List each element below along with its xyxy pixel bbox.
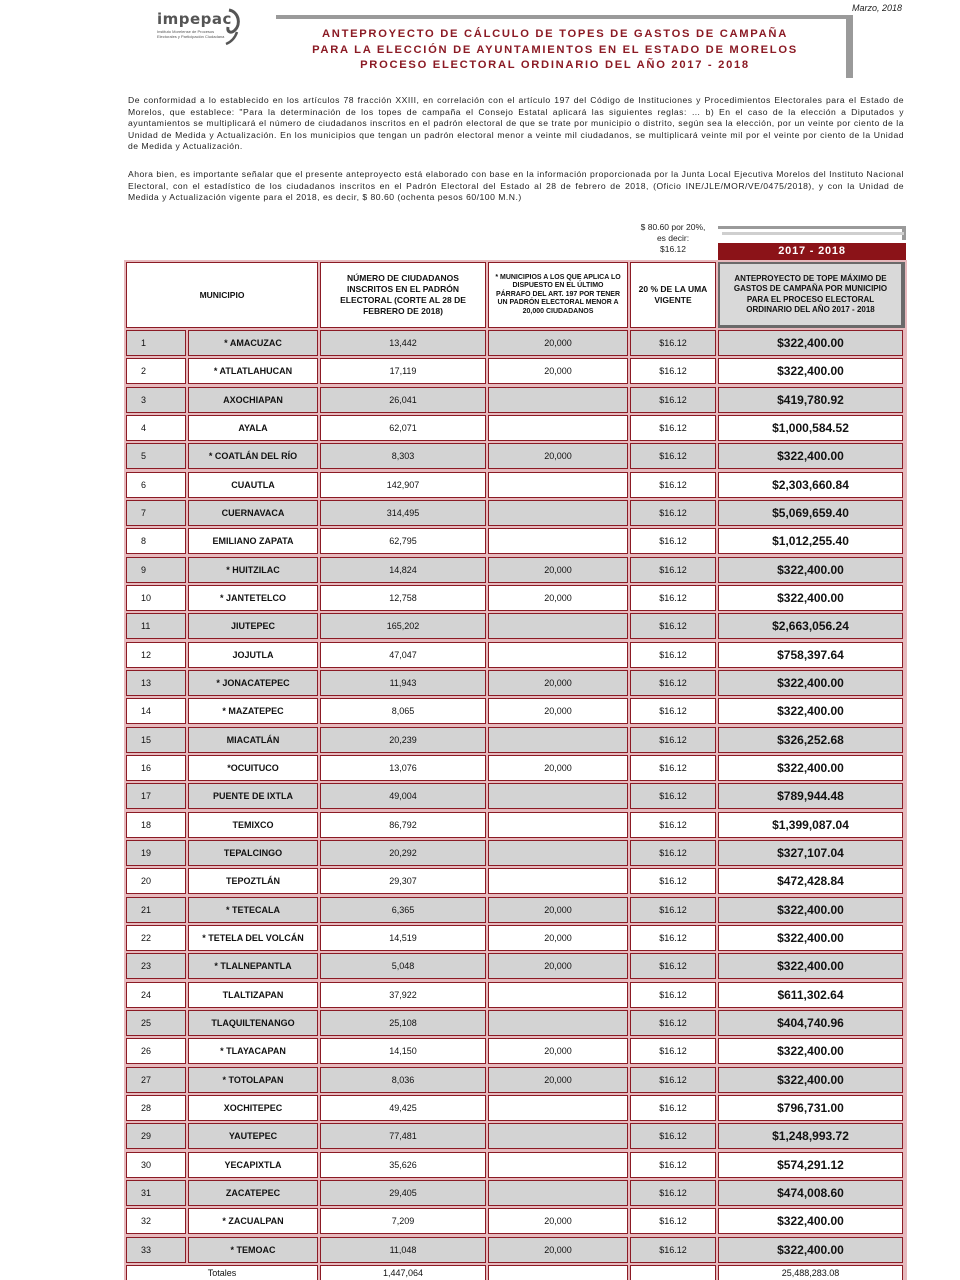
aplica-value (488, 472, 628, 498)
tope-value: $322,400.00 (718, 358, 903, 384)
municipio-name: * MAZATEPEC (188, 698, 318, 724)
uma-note-line-2: es decir: (656, 233, 690, 243)
municipio-name: JOJUTLA (188, 642, 318, 668)
header-ciudadanos: NÚMERO DE CIUDADANOS INSCRITOS EN EL PADRÓN ELECTORAL (CORTE AL 28 DE FEBRERO DE 2018) (320, 262, 486, 328)
ciudadanos-value: 7,209 (320, 1208, 486, 1234)
topes-table (124, 260, 907, 1280)
uma-value: $16.12 (630, 1038, 716, 1064)
ciudadanos-value: 17,119 (320, 358, 486, 384)
uma-note (628, 222, 718, 255)
municipio-name: * ZACUALPAN (188, 1208, 318, 1234)
row-number: 20 (126, 868, 186, 894)
uma-value: $16.12 (630, 1237, 716, 1263)
tope-value: $322,400.00 (718, 953, 903, 979)
row-number: 26 (126, 1038, 186, 1064)
row-number: 19 (126, 840, 186, 866)
uma-value: $16.12 (630, 528, 716, 554)
tope-value: $2,663,056.24 (718, 613, 903, 639)
aplica-value (488, 500, 628, 526)
uma-value: $16.12 (630, 330, 716, 356)
municipio-name: * AMACUZAC (188, 330, 318, 356)
ciudadanos-value: 47,047 (320, 642, 486, 668)
row-number: 33 (126, 1237, 186, 1263)
uma-value: $16.12 (630, 868, 716, 894)
ciudadanos-value: 6,365 (320, 897, 486, 923)
municipio-name: * JONACATEPEC (188, 670, 318, 696)
ciudadanos-value: 314,495 (320, 500, 486, 526)
row-number: 14 (126, 698, 186, 724)
aplica-value: 20,000 (488, 1237, 628, 1263)
row-number: 9 (126, 557, 186, 583)
header-uma: 20 % DE LA UMA VIGENTE (630, 262, 716, 328)
municipio-name: * TOTOLAPAN (188, 1067, 318, 1093)
municipio-name: * TLALNEPANTLA (188, 953, 318, 979)
aplica-value (488, 528, 628, 554)
ciudadanos-value: 142,907 (320, 472, 486, 498)
tope-value: $419,780.92 (718, 387, 903, 413)
municipio-name: TEPOZTLÁN (188, 868, 318, 894)
ciudadanos-value: 14,824 (320, 557, 486, 583)
tope-value: $574,291.12 (718, 1152, 903, 1178)
row-number: 1 (126, 330, 186, 356)
uma-value: $16.12 (630, 1208, 716, 1234)
year-banner (718, 226, 906, 260)
ciudadanos-value: 29,405 (320, 1180, 486, 1206)
aplica-value: 20,000 (488, 670, 628, 696)
document-date: Marzo, 2018 (851, 3, 902, 13)
totals-ciudadanos: 1,447,064 (320, 1265, 486, 1280)
ciudadanos-value: 26,041 (320, 387, 486, 413)
municipio-name: AYALA (188, 415, 318, 441)
row-number: 32 (126, 1208, 186, 1234)
ciudadanos-value: 5,048 (320, 953, 486, 979)
aplica-value: 20,000 (488, 1067, 628, 1093)
logo-name: impepac (157, 10, 232, 28)
aplica-value (488, 1095, 628, 1121)
tope-value: $322,400.00 (718, 1237, 903, 1263)
row-number: 27 (126, 1067, 186, 1093)
aplica-value: 20,000 (488, 1208, 628, 1234)
header-municipio: MUNICIPIO (126, 262, 318, 328)
row-number: 21 (126, 897, 186, 923)
municipio-name: * TLAYACAPAN (188, 1038, 318, 1064)
aplica-value (488, 812, 628, 838)
row-number: 25 (126, 1010, 186, 1036)
municipio-name: PUENTE DE IXTLA (188, 783, 318, 809)
tope-value: $472,428.84 (718, 868, 903, 894)
municipio-name: ZACATEPEC (188, 1180, 318, 1206)
logo-swirl-icon (223, 6, 245, 46)
uma-value: $16.12 (630, 472, 716, 498)
municipio-name: EMILIANO ZAPATA (188, 528, 318, 554)
uma-value: $16.12 (630, 1067, 716, 1093)
ciudadanos-value: 86,792 (320, 812, 486, 838)
aplica-value (488, 1180, 628, 1206)
municipio-name: TEMIXCO (188, 812, 318, 838)
row-number: 6 (126, 472, 186, 498)
uma-value: $16.12 (630, 783, 716, 809)
uma-value: $16.12 (630, 897, 716, 923)
tope-value: $1,012,255.40 (718, 528, 903, 554)
ciudadanos-value: 8,036 (320, 1067, 486, 1093)
ciudadanos-value: 20,239 (320, 727, 486, 753)
ciudadanos-value: 12,758 (320, 585, 486, 611)
tope-value: $322,400.00 (718, 443, 903, 469)
aplica-value (488, 1123, 628, 1149)
tope-value: $322,400.00 (718, 897, 903, 923)
row-number: 16 (126, 755, 186, 781)
tope-value: $322,400.00 (718, 557, 903, 583)
uma-value: $16.12 (630, 953, 716, 979)
aplica-value: 20,000 (488, 698, 628, 724)
row-number: 12 (126, 642, 186, 668)
tope-value: $789,944.48 (718, 783, 903, 809)
municipio-name: * HUITZILAC (188, 557, 318, 583)
uma-value: $16.12 (630, 358, 716, 384)
uma-value: $16.12 (630, 387, 716, 413)
municipio-name: *OCUITUCO (188, 755, 318, 781)
aplica-value: 20,000 (488, 557, 628, 583)
municipio-name: XOCHITEPEC (188, 1095, 318, 1121)
tope-value: $758,397.64 (718, 642, 903, 668)
tope-value: $322,400.00 (718, 925, 903, 951)
municipio-name: * TETECALA (188, 897, 318, 923)
uma-value: $16.12 (630, 982, 716, 1008)
municipio-name: JIUTEPEC (188, 613, 318, 639)
tope-value: $322,400.00 (718, 755, 903, 781)
municipio-name: YAUTEPEC (188, 1123, 318, 1149)
aplica-value (488, 783, 628, 809)
uma-value: $16.12 (630, 500, 716, 526)
uma-value: $16.12 (630, 1180, 716, 1206)
aplica-value: 20,000 (488, 585, 628, 611)
tope-value: $1,000,584.52 (718, 415, 903, 441)
aplica-value: 20,000 (488, 925, 628, 951)
uma-value: $16.12 (630, 1095, 716, 1121)
tope-value: $1,248,993.72 (718, 1123, 903, 1149)
tope-value: $322,400.00 (718, 1038, 903, 1064)
row-number: 5 (126, 443, 186, 469)
municipio-name: CUAUTLA (188, 472, 318, 498)
document-title-box (276, 15, 853, 78)
uma-value: $16.12 (630, 812, 716, 838)
aplica-value: 20,000 (488, 953, 628, 979)
intro-paragraph-1: De conformidad a lo establecido en los artículos 78 fracción XXIII, en correlación con el artículo 197 del Código de Instituciones y Procedimientos Electorales para el Estado de Morelos, que establece: "Para la determinación de los topes de campaña el Consejo Estatal aplicará las siguientes reglas: … b) En el caso de la elección a Diputados y ayuntamientos se multiplicará el número de ciudadanos inscritos en el padrón electoral de que se trate por municipio o distrito, según sea la elección, por un veinte por ciento de la Unidad de Medida y Actualización. En los municipios que tengan un padrón electoral menor a veinte mil ciudadanos, se multiplicará veinte mil por el veinte por ciento de la Unidad de Medida y Actualización. (128, 95, 904, 152)
header-aplica: * MUNICIPIOS A LOS QUE APLICA LO DISPUESTO EN EL ÚLTIMO PÁRRAFO DEL ART. 197 POR TENER UN PADRÓN ELECTORAL MENOR A 20,000 CIUDADANOS (488, 262, 628, 328)
aplica-value: 20,000 (488, 443, 628, 469)
row-number: 18 (126, 812, 186, 838)
tope-value: $326,252.68 (718, 727, 903, 753)
tope-value: $322,400.00 (718, 698, 903, 724)
tope-value: $474,008.60 (718, 1180, 903, 1206)
ciudadanos-value: 165,202 (320, 613, 486, 639)
tope-value: $5,069,659.40 (718, 500, 903, 526)
row-number: 15 (126, 727, 186, 753)
uma-value: $16.12 (630, 755, 716, 781)
aplica-value: 20,000 (488, 755, 628, 781)
municipio-name: * TETELA DEL VOLCÁN (188, 925, 318, 951)
ciudadanos-value: 49,425 (320, 1095, 486, 1121)
aplica-value (488, 982, 628, 1008)
row-number: 31 (126, 1180, 186, 1206)
uma-value: $16.12 (630, 642, 716, 668)
impepac-logo (157, 10, 247, 50)
ciudadanos-value: 62,795 (320, 528, 486, 554)
aplica-value (488, 642, 628, 668)
intro-paragraph-2: Ahora bien, es importante señalar que el presente anteproyecto está elaborado con base en la información proporcionada por la Junta Local Ejecutiva Morelos del Instituto Nacional Electoral, con el estadístico de los ciudadanos inscritos en el Padrón Electoral del Estado al 28 de febrero de 2018, (Oficio INE/JLE/MOR/VE/0475/2018), y con la Unidad de Medida y Actualización vigente para el 2018, es decir, $ 80.60 (ochenta pesos 60/100 M.N.) (128, 169, 904, 203)
tope-value: $322,400.00 (718, 585, 903, 611)
row-number: 8 (126, 528, 186, 554)
row-number: 28 (126, 1095, 186, 1121)
tope-value: $611,302.64 (718, 982, 903, 1008)
totals-empty (630, 1265, 716, 1280)
logo-subtitle: Instituto Morelense de Procesos Electorales y Participación Ciudadana (157, 29, 225, 39)
aplica-value (488, 387, 628, 413)
aplica-value (488, 1010, 628, 1036)
ciudadanos-value: 25,108 (320, 1010, 486, 1036)
municipio-name: * TEMOAC (188, 1237, 318, 1263)
ciudadanos-value: 11,048 (320, 1237, 486, 1263)
ciudadanos-value: 29,307 (320, 868, 486, 894)
ciudadanos-value: 77,481 (320, 1123, 486, 1149)
uma-value: $16.12 (630, 443, 716, 469)
uma-value: $16.12 (630, 585, 716, 611)
row-number: 7 (126, 500, 186, 526)
ciudadanos-value: 8,303 (320, 443, 486, 469)
uma-value: $16.12 (630, 415, 716, 441)
row-number: 2 (126, 358, 186, 384)
row-number: 11 (126, 613, 186, 639)
tope-value: $1,399,087.04 (718, 812, 903, 838)
ciudadanos-value: 13,076 (320, 755, 486, 781)
row-number: 23 (126, 953, 186, 979)
tope-value: $322,400.00 (718, 670, 903, 696)
municipio-name: CUERNAVACA (188, 500, 318, 526)
year-banner-shade (718, 226, 906, 240)
municipio-name: AXOCHIAPAN (188, 387, 318, 413)
municipio-name: * COATLÁN DEL RÍO (188, 443, 318, 469)
totals-label: Totales (126, 1265, 318, 1280)
uma-note-line-3: $16.12 (660, 244, 686, 254)
ciudadanos-value: 35,626 (320, 1152, 486, 1178)
row-number: 24 (126, 982, 186, 1008)
row-number: 4 (126, 415, 186, 441)
row-number: 17 (126, 783, 186, 809)
totals-tope: 25,488,283.08 (718, 1265, 903, 1280)
row-number: 3 (126, 387, 186, 413)
uma-value: $16.12 (630, 1152, 716, 1178)
aplica-value: 20,000 (488, 897, 628, 923)
aplica-value (488, 1152, 628, 1178)
ciudadanos-value: 37,922 (320, 982, 486, 1008)
uma-value: $16.12 (630, 613, 716, 639)
ciudadanos-value: 49,004 (320, 783, 486, 809)
tope-value: $322,400.00 (718, 330, 903, 356)
uma-value: $16.12 (630, 698, 716, 724)
municipio-name: * JANTETELCO (188, 585, 318, 611)
aplica-value: 20,000 (488, 330, 628, 356)
row-number: 10 (126, 585, 186, 611)
uma-note-line-1: $ 80.60 por 20%, (640, 222, 706, 232)
tope-value: $322,400.00 (718, 1067, 903, 1093)
row-number: 29 (126, 1123, 186, 1149)
ciudadanos-value: 13,442 (320, 330, 486, 356)
tope-value: $796,731.00 (718, 1095, 903, 1121)
totals-empty (488, 1265, 628, 1280)
ciudadanos-value: 62,071 (320, 415, 486, 441)
title-line-2: PARA LA ELECCIÓN DE AYUNTAMIENTOS EN EL ESTADO DE MORELOS (312, 43, 798, 56)
municipio-name: TLAQUILTENANGO (188, 1010, 318, 1036)
municipio-name: * ATLATLAHUCAN (188, 358, 318, 384)
ciudadanos-value: 20,292 (320, 840, 486, 866)
title-line-1: ANTEPROYECTO DE CÁLCULO DE TOPES DE GASTOS DE CAMPAÑA (322, 28, 788, 40)
row-number: 22 (126, 925, 186, 951)
row-number: 30 (126, 1152, 186, 1178)
ciudadanos-value: 14,519 (320, 925, 486, 951)
tope-value: $404,740.96 (718, 1010, 903, 1036)
tope-value: $2,303,660.84 (718, 472, 903, 498)
aplica-value (488, 840, 628, 866)
uma-value: $16.12 (630, 727, 716, 753)
ciudadanos-value: 14,150 (320, 1038, 486, 1064)
tope-value: $322,400.00 (718, 1208, 903, 1234)
uma-value: $16.12 (630, 1123, 716, 1149)
aplica-value (488, 415, 628, 441)
aplica-value (488, 613, 628, 639)
aplica-value (488, 727, 628, 753)
row-number: 13 (126, 670, 186, 696)
municipio-name: MIACATLÁN (188, 727, 318, 753)
header-tope: ANTEPROYECTO DE TOPE MÁXIMO DE GASTOS DE CAMPAÑA POR MUNICIPIO PARA EL PROCESO ELECTORAL ORDINARIO DEL AÑO 2017 - 2018 (718, 262, 905, 328)
municipio-name: TLALTIZAPAN (188, 982, 318, 1008)
uma-value: $16.12 (630, 840, 716, 866)
aplica-value: 20,000 (488, 1038, 628, 1064)
municipio-name: YECAPIXTLA (188, 1152, 318, 1178)
aplica-value: 20,000 (488, 358, 628, 384)
municipio-name: TEPALCINGO (188, 840, 318, 866)
ciudadanos-value: 8,065 (320, 698, 486, 724)
aplica-value (488, 868, 628, 894)
uma-value: $16.12 (630, 1010, 716, 1036)
uma-value: $16.12 (630, 670, 716, 696)
uma-value: $16.12 (630, 925, 716, 951)
year-label: 2017 - 2018 (718, 243, 906, 260)
tope-value: $327,107.04 (718, 840, 903, 866)
uma-value: $16.12 (630, 557, 716, 583)
title-line-3: PROCESO ELECTORAL ORDINARIO DEL AÑO 2017 - 2018 (360, 59, 750, 71)
ciudadanos-value: 11,943 (320, 670, 486, 696)
